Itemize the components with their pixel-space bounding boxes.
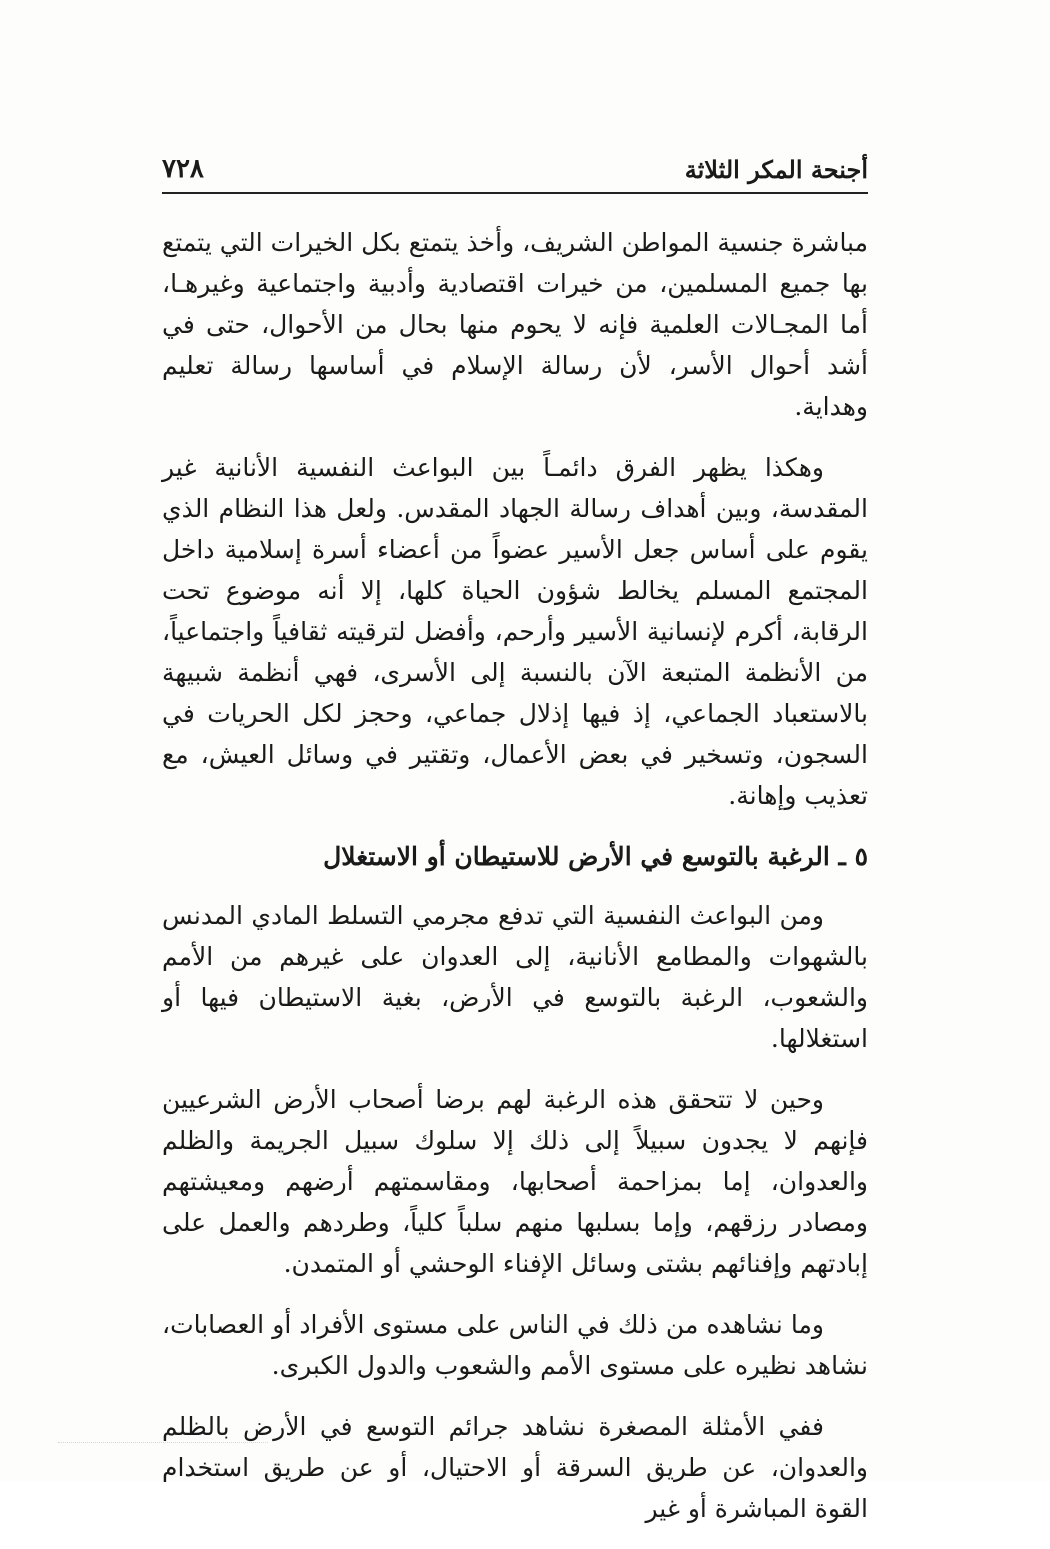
running-title: أجنحة المكر الثلاثة — [684, 155, 868, 184]
scan-artifact — [58, 1442, 268, 1443]
section-heading: ٥ ـ الرغبة بالتوسع في الأرض للاستيطان أو الاستغلال — [323, 842, 868, 871]
running-header — [162, 150, 868, 184]
paragraph-continued: مباشرة جنسية المواطن الشريف، وأخذ يتمتع بكل الخيرات التي يتمتع بها جميع المسلمين، من خيرات اقتصادية وأدبية واجتماعية وغيرهـا، أما المجـالات العلمية فإنه لا يحوم منها بحال من الأحوال، حتى في أشد أحوال الأسر، لأن رسالة الإسلام في أساسها رسالة تعليم وهداية. — [162, 228, 868, 421]
paragraph: ففي الأمثلة المصغرة نشاهد جرائم التوسع في الأرض بالظلم والعدوان، عن طريق السرقة أو الاحتيال، أو عن طريق استخدام القوة المباشرة أو غير — [162, 1412, 868, 1523]
paragraph: وما نشاهده من ذلك في الناس على مستوى الأفراد أو العصابات، نشاهد نظيره على مستوى الأمم والشعوب والدول الكبرى. — [162, 1310, 868, 1380]
paragraph: ومن البواعث النفسية التي تدفع مجرمي التسلط المادي المدنس بالشهوات والمطامع الأنانية، إلى العدوان على غيرهم من الأمم والشعوب، الرغبة بالتوسع في الأرض، بغية الاستيطان فيها أو استغلالها. — [162, 901, 868, 1053]
header-divider — [162, 192, 868, 194]
page-body — [162, 222, 868, 1549]
paragraph: وحين لا تتحقق هذه الرغبة لهم برضا أصحاب الأرض الشرعيين فإنهم لا يجدون سبيلاً إلى ذلك إلا سلوك سبيل الجريمة والظلم والعدوان، إما بمزاحمة أصحابها، ومقاسمتهم أرضهم ومعيشتهم ومصادر رزقهم، وإما بسلبها منهم سلباً كلياً، وطردهم والعمل على إبادتهم وإفنائهم بشتى وسائل الإفناء الوحشي أو المتمدن. — [162, 1085, 868, 1278]
paragraph: وهكذا يظهر الفرق دائمـاً بين البواعث النفسية الأنانية غير المقدسة، وبين أهداف رسالة الجهاد المقدس. ولعل هذا النظام الذي يقوم على أساس جعل الأسير عضواً من أعضاء أسرة إسلامية داخل المجتمع المسلم يخالط شؤون الحياة كلها، إلا أنه موضوع تحت الرقابة، أكرم لإنسانية الأسير وأرحم، وأفضل لترقيته ثقافياً واجتماعياً، من الأنظمة المتبعة الآن بالنسبة إلى الأسرى، فهي أنظمة شبيهة بالاستعباد الجماعي، إذ فيها إذلال جماعي، وحجز لكل الحريات في السجون، وتسخير في بعض الأعمال، وتقتير في وسائل العيش، مع تعذيب وإهانة. — [162, 453, 868, 810]
page-number: ٧٢٨ — [162, 154, 204, 184]
